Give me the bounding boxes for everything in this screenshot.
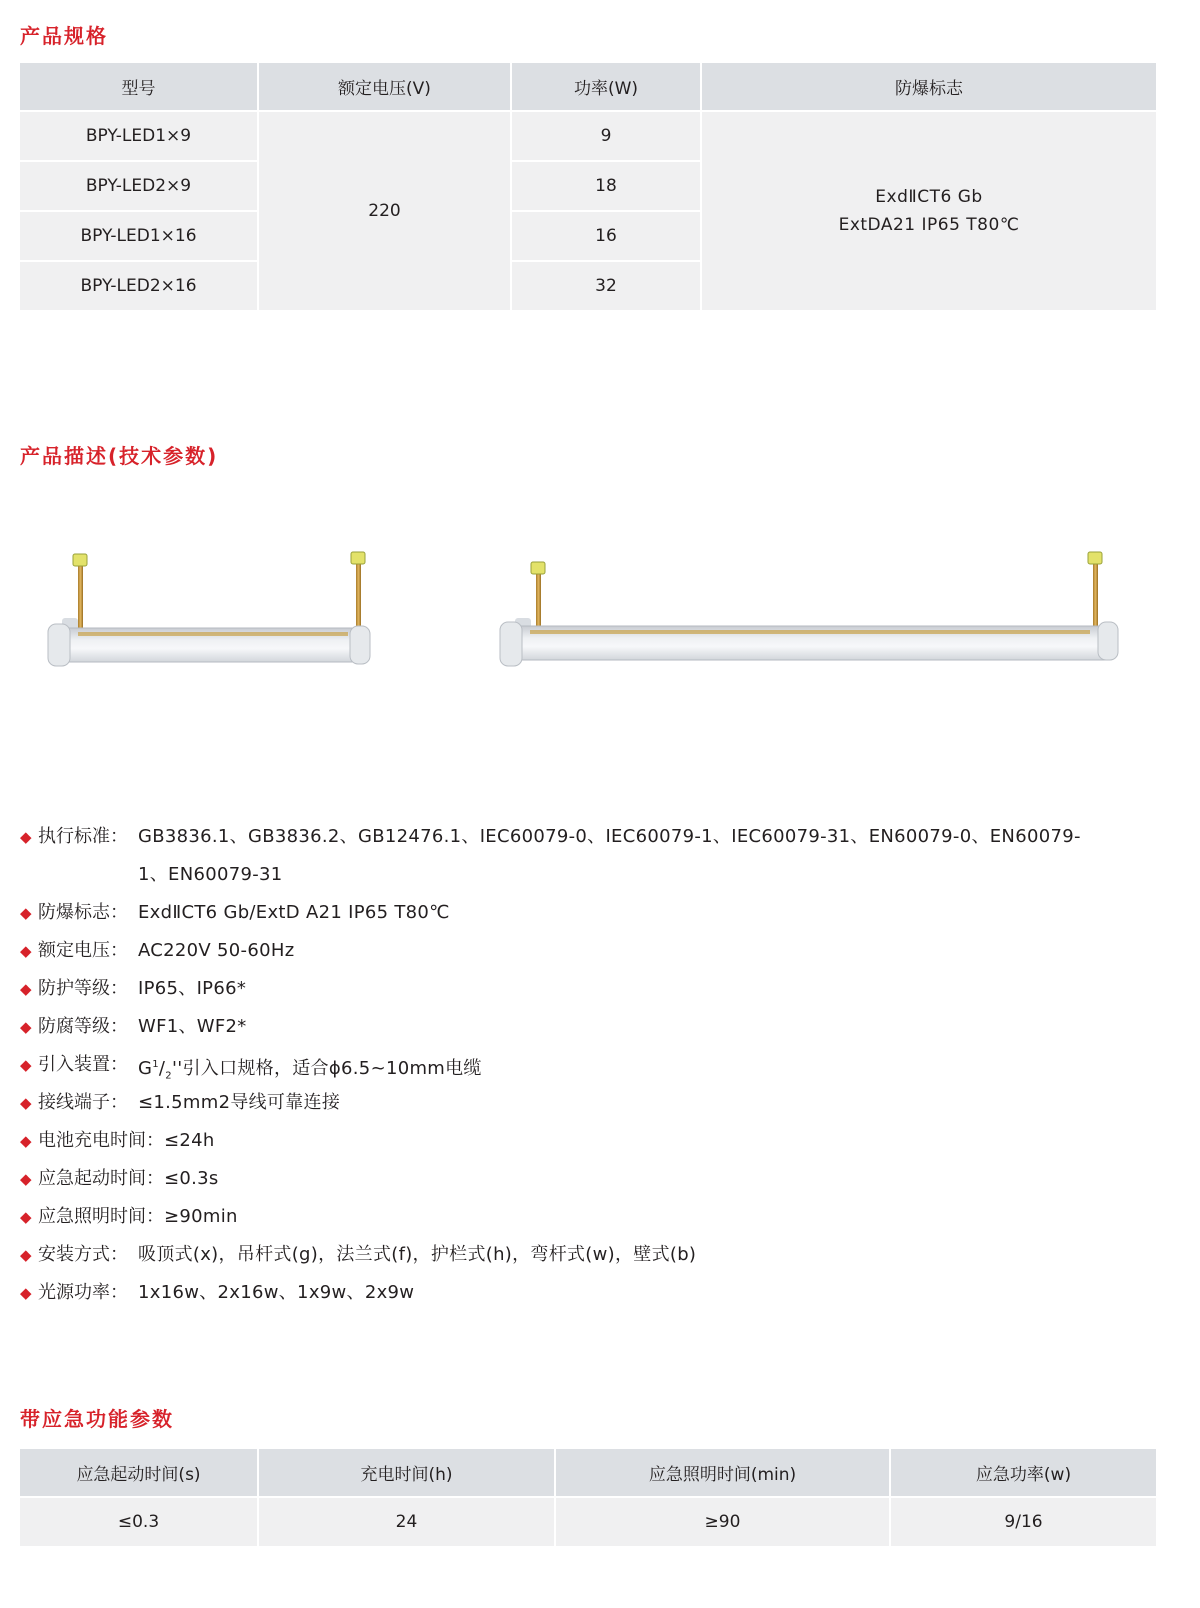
emergency-header-row [20, 1449, 1156, 1497]
list-item [20, 1160, 1170, 1198]
light-time-cell: ≥90 [555, 1497, 890, 1546]
param-value: WF1、WF2* [138, 1016, 247, 1037]
header-light-time: 应急照明时间(min) [555, 1449, 890, 1497]
ex-mark-line2: ExtDA21 IP65 T80℃ [838, 215, 1020, 235]
list-item [20, 818, 1170, 894]
list-item [20, 1274, 1170, 1312]
emergency-section-title: 带应急功能参数 [20, 1407, 174, 1431]
value-sup: 1 [152, 1059, 159, 1070]
diamond-bullet-icon: ◆ [20, 1094, 32, 1112]
list-item [20, 894, 1170, 932]
value-rest: ''引入口规格，适合ϕ6.5~10mm电缆 [171, 1058, 482, 1079]
ex-mark-cell [701, 111, 1156, 310]
value-sub: 2 [165, 1070, 172, 1082]
diamond-bullet-icon: ◆ [20, 1132, 32, 1150]
diamond-bullet-icon: ◆ [20, 828, 32, 846]
table-row [20, 1497, 1156, 1546]
ex-mark-line1: ExdⅡCT6 Gb [875, 187, 983, 207]
param-label: 防腐等级： [38, 1016, 128, 1037]
model-cell: BPY-LED1×9 [20, 111, 258, 161]
power-cell: 18 [511, 161, 701, 211]
param-value: GB3836.1、GB3836.2、GB12476.1、IEC60079-0、IEC60079-1、IEC60079-31、EN60079-0、EN60079-1、EN60079-31 [138, 826, 1081, 885]
model-cell: BPY-LED1×16 [20, 211, 258, 261]
power-cell: 9 [511, 111, 701, 161]
spec-table [20, 63, 1156, 310]
header-ex-mark: 防爆标志 [701, 63, 1156, 111]
diamond-bullet-icon: ◆ [20, 980, 32, 998]
param-label: 防护等级： [38, 978, 128, 999]
voltage-cell: 220 [258, 111, 511, 310]
desc-section-title: 产品描述(技术参数) [20, 444, 219, 468]
list-item [20, 1236, 1170, 1274]
param-value: 1x16w、2x16w、1x9w、2x9w [138, 1282, 415, 1303]
diamond-bullet-icon: ◆ [20, 942, 32, 960]
header-power: 功率(W) [511, 63, 701, 111]
value-prefix: G [138, 1058, 153, 1079]
model-cell: BPY-LED2×16 [20, 261, 258, 310]
spec-section-title: 产品规格 [20, 24, 108, 48]
long-lamp-image [500, 552, 1118, 666]
diamond-bullet-icon: ◆ [20, 1170, 32, 1188]
short-lamp-image [48, 552, 370, 666]
param-value: ≤1.5mm2导线可靠连接 [138, 1092, 341, 1113]
power-cell: 16 [511, 211, 701, 261]
param-label: 安装方式： [38, 1244, 128, 1265]
charge-time-cell: 24 [258, 1497, 555, 1546]
param-value: ExdⅡCT6 Gb/ExtD A21 IP65 T80℃ [138, 902, 450, 923]
list-item [20, 932, 1170, 970]
param-label: 防爆标志： [38, 902, 128, 923]
list-item [20, 1198, 1170, 1236]
param-label: 执行标准： [38, 826, 128, 847]
param-value: AC220V 50-60Hz [138, 940, 295, 961]
list-item [20, 1084, 1170, 1122]
header-model: 型号 [20, 63, 258, 111]
diamond-bullet-icon: ◆ [20, 904, 32, 922]
product-images [0, 540, 1200, 690]
param-value: ≤24h [164, 1130, 215, 1151]
list-item [20, 1122, 1170, 1160]
param-label: 电池充电时间： [38, 1130, 164, 1151]
param-value: ≥90min [164, 1206, 238, 1227]
start-time-cell: ≤0.3 [20, 1497, 258, 1546]
param-value: IP65、IP66* [138, 978, 247, 999]
list-item [20, 970, 1170, 1008]
diamond-bullet-icon: ◆ [20, 1284, 32, 1302]
param-value: 吸顶式(x)，吊杆式(g)，法兰式(f)，护栏式(h)，弯杆式(w)，壁式(b) [138, 1244, 697, 1265]
emergency-table [20, 1449, 1156, 1546]
table-row [20, 111, 1156, 161]
header-start-time: 应急起动时间(s) [20, 1449, 258, 1497]
model-cell: BPY-LED2×9 [20, 161, 258, 211]
diamond-bullet-icon: ◆ [20, 1208, 32, 1226]
param-value: ≤0.3s [164, 1168, 219, 1189]
diamond-bullet-icon: ◆ [20, 1246, 32, 1264]
power-cell: 32 [511, 261, 701, 310]
parameter-list [20, 818, 1170, 1312]
header-charge-time: 充电时间(h) [258, 1449, 555, 1497]
param-label: 接线端子： [38, 1092, 128, 1113]
param-label: 光源功率： [38, 1282, 128, 1303]
header-emergency-power: 应急功率(w) [890, 1449, 1156, 1497]
emergency-power-cell: 9/16 [890, 1497, 1156, 1546]
diamond-bullet-icon: ◆ [20, 1056, 32, 1074]
list-item [20, 1008, 1170, 1046]
header-voltage: 额定电压(V) [258, 63, 511, 111]
param-label: 额定电压： [38, 940, 128, 961]
value-slash: / [158, 1058, 166, 1079]
diamond-bullet-icon: ◆ [20, 1018, 32, 1036]
param-label: 引入装置： [38, 1054, 128, 1075]
spec-header-row [20, 63, 1156, 111]
param-label: 应急起动时间： [38, 1168, 164, 1189]
list-item [20, 1046, 1170, 1084]
param-label: 应急照明时间： [38, 1206, 164, 1227]
